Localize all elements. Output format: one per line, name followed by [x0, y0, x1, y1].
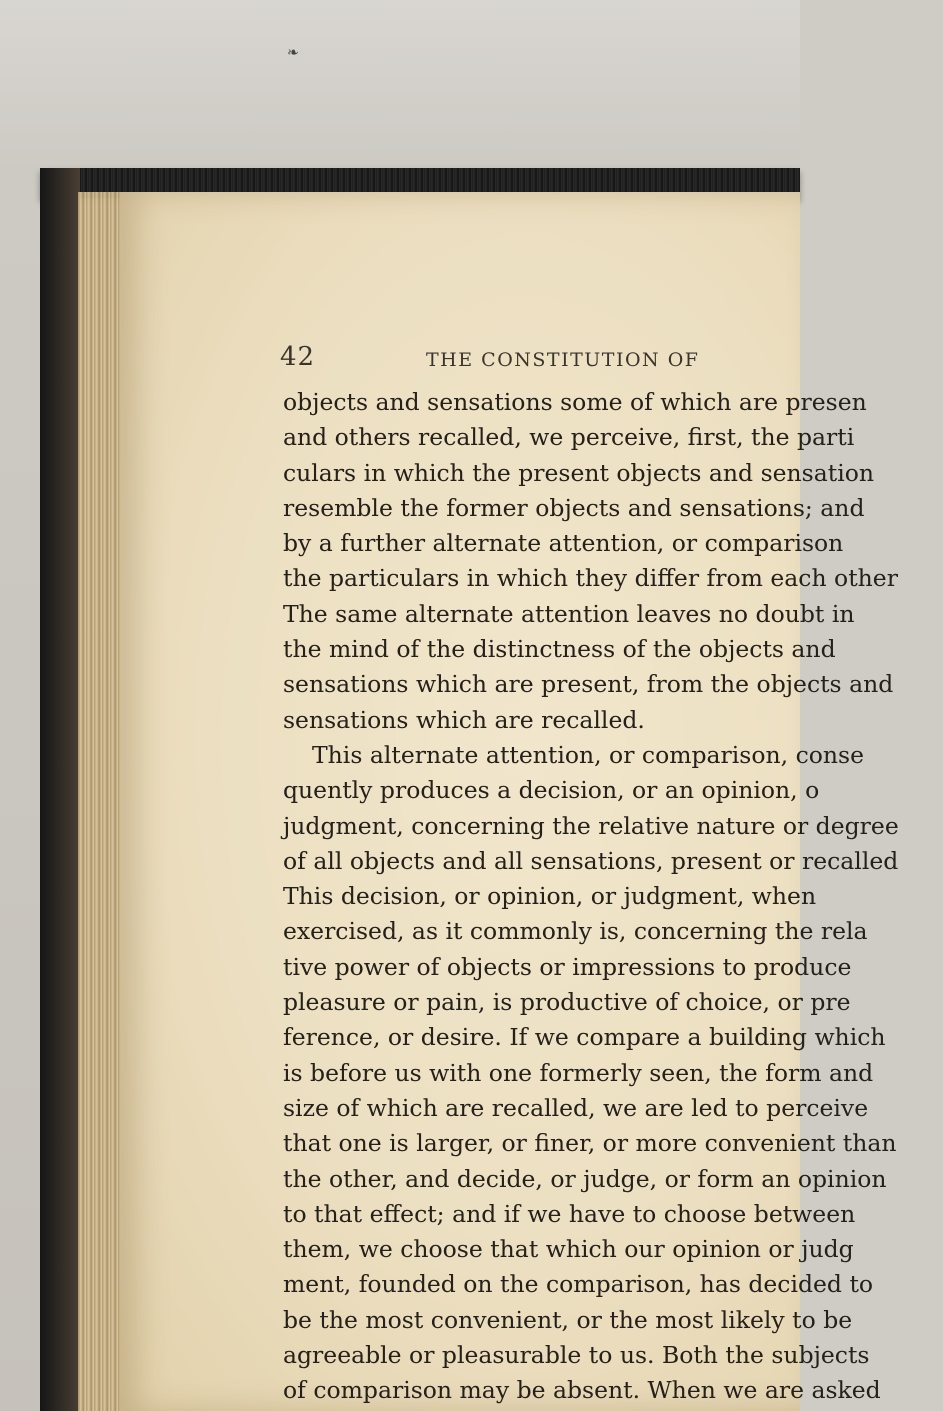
body-text	[283, 385, 943, 1409]
text-line: exercised, as it commonly is, concerning the rela	[283, 917, 868, 946]
text-line: resemble the former objects and sensations; and	[283, 493, 865, 522]
text-line: pleasure or pain, is productive of choice, or pre	[283, 988, 851, 1017]
page-header	[120, 342, 800, 382]
text-line: sensations which are recalled.	[283, 705, 645, 734]
ink-mark-icon: ❧	[287, 45, 299, 61]
text-line: be the most convenient, or the most likely to be	[283, 1305, 853, 1334]
text-line: of all objects and all sensations, present or recalled	[283, 846, 899, 875]
text-line: The same alternate attention leaves no doubt in	[283, 599, 855, 628]
text-line: the other, and decide, or judge, or form an opinion	[283, 1164, 887, 1193]
page-number: 42	[280, 342, 316, 372]
text-line: ment, founded on the comparison, has decided to	[283, 1270, 874, 1299]
text-line: judgment, concerning the relative nature or degree	[283, 811, 899, 840]
text-line: ference, or desire. If we compare a building which	[283, 1023, 886, 1052]
text-line: by a further alternate attention, or comparison	[283, 529, 844, 558]
text-line: tive power of objects or impressions to produce	[283, 952, 852, 981]
text-line: objects and sensations some of which are presen	[283, 388, 867, 416]
text-line: and others recalled, we perceive, first, the parti	[283, 423, 855, 452]
text-line: that one is larger, or finer, or more convenient than	[283, 1129, 897, 1158]
text-line: size of which are recalled, we are led to perceive	[283, 1093, 869, 1122]
book-page	[120, 192, 899, 1411]
text-line: of comparison may be absent. When we are asked	[283, 1376, 881, 1405]
running-head: THE CONSTITUTION OF	[426, 349, 700, 371]
text-line: This decision, or opinion, or judgment, when	[283, 882, 817, 911]
text-line: sensations which are present, from the objects and	[283, 670, 894, 699]
text-line: the particulars in which they differ from each other	[283, 564, 898, 593]
text-line: culars in which the present objects and sensation	[283, 458, 874, 487]
text-line: This alternate attention, or comparison, conse	[312, 740, 864, 769]
text-line: to that effect; and if we have to choose between	[283, 1199, 856, 1228]
text-line: is before us with one formerly seen, the form and	[283, 1058, 874, 1087]
book-cover-edge	[40, 168, 80, 1411]
text-line: the mind of the distinctness of the objects and	[283, 635, 836, 664]
text-line: quently produces a decision, or an opinion, o	[283, 776, 820, 805]
text-line: them, we choose that which our opinion or judg	[283, 1235, 854, 1264]
text-line: agreeable or pleasurable to us. Both the subjects	[283, 1341, 870, 1370]
